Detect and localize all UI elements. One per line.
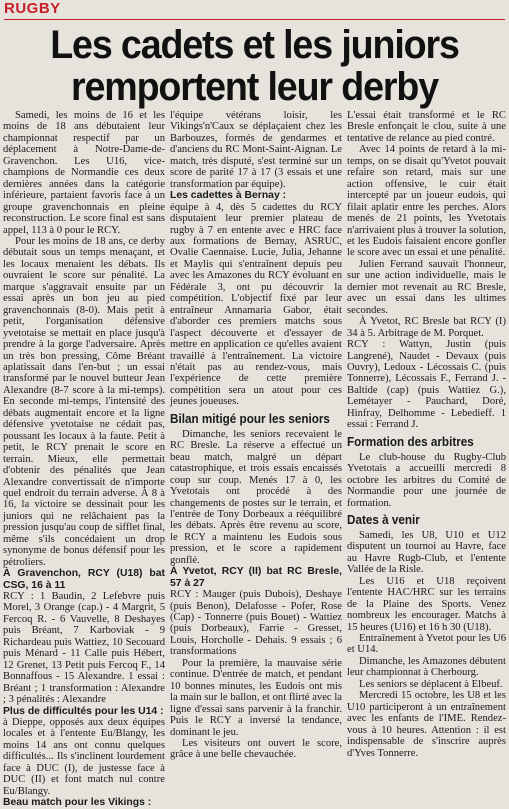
- paragraph: L'essai était transformé et le RC Bresle enfonçait le clou, suite à une tentative de relance au pied contré.: [347, 110, 506, 144]
- paragraph: Les visiteurs ont ouvert le score, grâce à une belle chevauchée.: [170, 738, 342, 761]
- paragraph: Le club-house du Rugby-Club Yvetotais a accueilli mercredi 8 octobre les arbitres du Comité de Normandie pour une journée de formation.: [347, 451, 506, 509]
- section-heading: Formation des arbitres: [347, 433, 474, 449]
- subheading: Plus de difficultés pour les U14 :: [3, 705, 164, 717]
- paragraph: l'équipe vétérans loisir, les Vikings'n'Caux se déplaçaient chez les Barbouzes, formés de gendarmes et d'anciens du RC Mont-Saint-Aignan. Le match, très disputé, s'est terminé sur un score de parité 17 à 17 (3 essais et une transformation par équipe).: [170, 110, 342, 190]
- team-lineup: RCY : Wattyn, Justin (puis Langrené), Naudet - Devaux (puis Ouvry), Ledoux - Lécossais C. (puis Tonnerre), Lécossais F., Ferrand J. - Baltide (cap) (puis Wattiez G.), Lemétayer - Pauchard, Doré, Hinfray, Delhomme - Lebedieff. 1 essai : Ferrand J.: [347, 339, 506, 431]
- paragraph: équipe à 4, dès 5 cadettes du RCY disputaient leur premier plateau de rugby à 7 en entente avec e HRC face aux formations de Bernay, ASRUC, Ovalie Caennaise. Lucie, Julia, Jehanne et Maylis qui s'entraînent depuis peu avec les Amazones du RCY évoluant en Fédérale 3, ont pu découvrir la compétition. L'objectif fixé par leur entraîneur Annamaria Gabor, était d'aborder ces premiers matchs sous l'aspect découverte et d'essayer de mettre en application ce qu'elles avaient travaillé à l'entraînement. La victoire n'était pas au rendez-vous, mais l'expérience de cette première compétition sera un atout pour ces jeunes joueuses.: [170, 201, 342, 408]
- team-lineup: RCY : Mauger (puis Dubois), Deshaye (puis Benon), Delafosse - Pofer, Rose (Cap) - Tonnerre (puis Bouet) - Wattiez (puis Dorbeaux), Farrie - Gresset, Louis, Horcholle - Dehais. 9 essais ; 6 transformations: [170, 589, 342, 658]
- subheading: Beau match pour les Vikings :: [3, 797, 152, 809]
- paragraph: À Yvetot, RC Bresle bat RCY (I) 34 à 5. Arbitrage de M. Porquet.: [347, 316, 506, 339]
- column-1: [3, 110, 165, 809]
- paragraph: à Dieppe, opposés aux deux équipes locales et à l'entente Eu/Blangy, les moins 14 ans ont connu quelques difficultés... Ils s'inclinent lourdement face à DUC (I), de justesse face à DUC (II) et font match nul contre Eu/Blangy.: [3, 717, 165, 797]
- result-heading: À Gravenchon, RCY (U18) bat CSG, 16 à 11: [3, 568, 165, 591]
- paragraph: Mercredi 15 octobre, les U8 et les U10 participeront à un entraînement avec les enfants de l'IME. Rendez-vous à 10 heures. Attention : il est indispensable de s'inscrire auprès d'Yves Tonnerre.: [347, 690, 506, 759]
- article-headline: Les cadets et les juniors remportent leur derby: [50, 23, 459, 109]
- paragraph: Entraînement à Yvetot pour les U6 et U14.: [347, 633, 506, 656]
- paragraph: Les seniors se déplacent à Elbeuf.: [359, 678, 503, 690]
- result-heading: À Yvetot, RCY (II) bat RC Bresle, 57 à 27: [170, 566, 342, 589]
- paragraph: Les U16 et U18 reçoivent l'entente HAC/HRC sur les terrains de la Plaine des Sports. Venez nombreux les encourager. Matchs à 15 heures (U16) et 16 h 30 (U18).: [347, 575, 506, 633]
- team-lineup: RCY : 1 Baudin, 2 Lefebvre puis Morel, 3 Orange (cap.) - 4 Margrit, 5 Fercoq R. - 6 Vauvelle, 8 Deshayes puis Bréant, 7 Karboviak - 9 Richardeau puis Wattiez, 10 Secouard puis Ménard - 11 Calle puis Hébert, 12 Grenet, 13 Petit puis Fercoq F., 14 Bonnaffous - 15 Alexandre. 1 essai : Bréant ; 1 transformation : Alexandre ; 3 pénalités : Alexandre: [3, 591, 165, 706]
- paragraph: Dimanche, les seniors recevaient le RC Bresle. La réserve a effectué un beau match, malgré un départ catastrophique, et trois essais encaissés coup sur coup. Menés 17 à 0, les Yvetotais ont procédé à des changements de postes sur le terrain, et l'entrée de Tony Dorbeaux a rééquilibré les débats. Après être revenu au score, le RCY a maintenu les Eudois sous pression, et le score a rapidement gonflé.: [170, 428, 342, 566]
- section-rubric: RUGBY: [4, 0, 61, 17]
- column-2: [170, 0, 342, 768]
- paragraph: Pour les moins de 18 ans, ce derby débutait sous un temps menaçant, et les locaux menaient les débats. Ils ouvraient le score sur pénalité. La marque s'aggravait ensuite par un essai après un bon jeu au pied gravenchonnais (8-0). Mais petit à petit, l'organisation défensive yvetotaise se mettait en place jusqu'à prendre à la gorge l'adversaire. Après un très bon pressing, Côme Bréant aplatissait dans l'en-but ; un essai transformé par le nouvel butteur Jean Alexandre (8-7 score à la mi-temps). En seconde mi-temps, l'intensité des débats augmentait encore et la ligne défensive yvetotaise ne cédait pas, poussant les locaux à la faute. Petit à petit, le RCY prenait le score en terrain. Mieux, elle permettait d'obtenir des pénalités que Jean Alexandre convertissait de n'importe quel endroit du terrain adverse. À 8 à 16, la victoire se dessinait pour les juniors qui ne relâchaient pas la pression jusqu'au coup de sifflet final, même s'ils concédaient un drop synonyme de bonus défensif pour les pétroliers.: [3, 235, 165, 568]
- paragraph: Julien Ferrand sauvait l'honneur, sur une action individuelle, mais le dernier mot revenait au RC Bresle, avec un essai dans les ultimes secondes.: [347, 258, 506, 316]
- paragraph: Samedi, les U8, U10 et U12 disputent un tournoi au Havre, face au Havre Rugb-Club, et l'entente Vallée de la Risle.: [347, 529, 506, 576]
- section-heading: Dates à venir: [347, 511, 420, 527]
- subheading: Les cadettes à Bernay :: [170, 190, 287, 202]
- section-heading: Bilan mitigé pour les seniors: [170, 410, 330, 426]
- paragraph: Samedi, les moins de 16 et les moins de 18 ans débutaient leur championnat respectif par un déplacement à Notre-Dame-de-Gravenchon. Les U16, vice-champions de Normandie ces deux dernières années dans la catégorie inférieure, partaient favoris face à un groupe gravenchonnais en pleine reconstruction. Le score final est sans appel, 113 à 0 pour le RCY.: [3, 110, 165, 236]
- paragraph: Pour la première, la mauvaise série continue. D'entrée de match, et pendant 10 bonnes minutes, les Eudois ont mis la main sur le ballon, et ont flirté avec la ligne d'essai sans parvenir à la franchir. Puis le RCY a inversé la tendance, dominant le jeu.: [170, 657, 342, 738]
- column-3: [347, 0, 506, 768]
- paragraph: Dimanche, les Amazones débutent leur championnat à Cherbourg.: [347, 655, 506, 679]
- paragraph: Avec 14 points de retard à la mi-temps, on se disait qu'Yvetot pouvait refaire son retard, mais sur une action offensive, le cuir était intercepté par un joueur eudois, qui filait aplatir entre les perches. Alors menés de 21 points, les Yvetotais n'arrivaient plus à trouver la solution, et les Eudois faisaient encore gonfler le score avec un essai et une pénalité.: [347, 144, 506, 259]
